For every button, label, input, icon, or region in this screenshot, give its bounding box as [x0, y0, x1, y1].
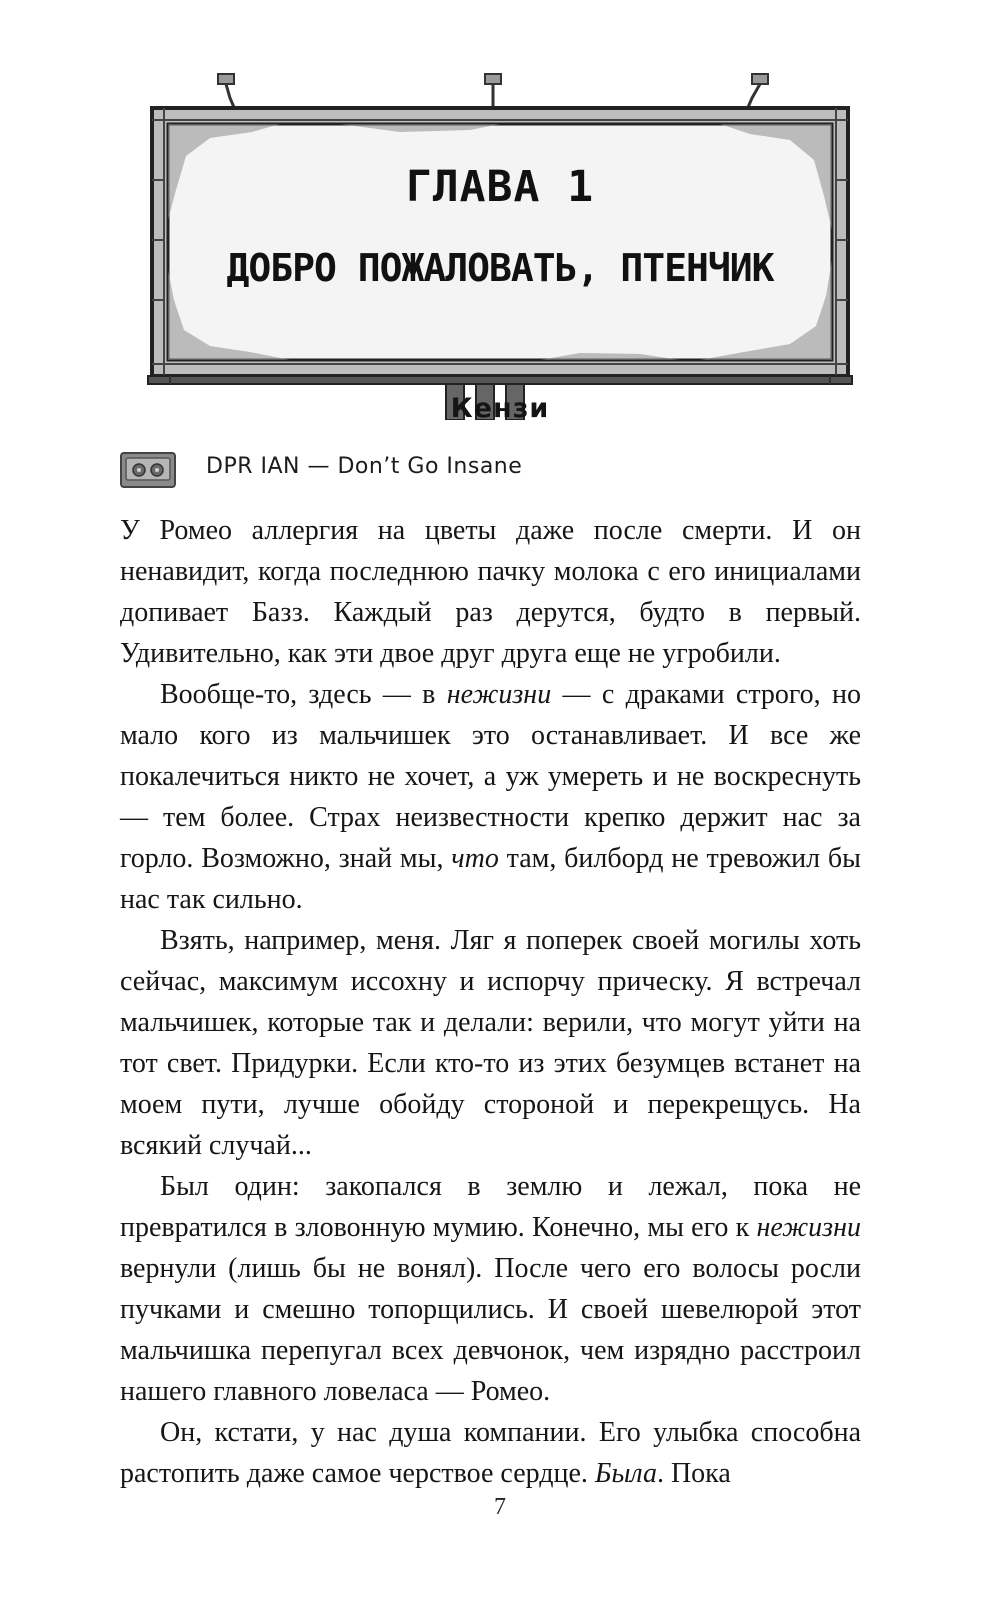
chapter-number: ГЛАВА 1 [405, 162, 595, 212]
text-run: Он, кстати, у нас душа компании. Его улыбка способна растопить даже самое черствое сердце. [120, 1417, 861, 1489]
text-run: Взять, например, меня. Ляг я поперек своей могилы хоть сейчас, максимум иссохну и испорчу прическу. Я встречал мальчишек, которые так и делали: верили, что могут уйти на тот свет. Придурки. Если кто-то из этих безумцев встанет на моем пути, лучше обойду стороной и перекрещусь. На всякий случай... [120, 925, 861, 1161]
italic-text: Была [594, 1458, 657, 1489]
paragraph [120, 920, 861, 1166]
paragraph [120, 674, 861, 920]
paragraph [120, 510, 861, 674]
text-run: Вообще-то, здесь — в [160, 679, 447, 710]
chapter-title: ДОБРО ПОЖАЛОВАТЬ, ПТЕНЧИК [226, 246, 774, 290]
italic-text: что [451, 843, 499, 874]
song-epigraph [120, 450, 880, 490]
text-run: . Пока [656, 1458, 731, 1489]
cassette-icon [120, 452, 176, 488]
text-run: вернули (лишь бы не вонял). После чего его волосы росли пучками и смешно топорщились. И своей шевелюрой этот мальчишка перепугал всех девчонок, чем изрядно расстроил нашего главного ловеласа — Ромео. [120, 1253, 861, 1407]
song-title: DPR IAN — Don’t Go Insane [206, 454, 523, 479]
text-run: У Ромео аллергия на цветы даже после смерти. И он ненавидит, когда последнюю пачку молока с его инициалами допивает Базз. Каждый раз дерутся, будто в первый. Удивительно, как эти двое друг друга еще не угробили. [120, 515, 861, 669]
narrator-name: Кензи [450, 393, 550, 424]
italic-text: нежизни [446, 679, 552, 710]
page-number: 7 [494, 1494, 506, 1520]
text-run: — с драками строго, но мало кого из мальчишек это останавливает. И все же покалечиться никто не хочет, а уж умереть и не воскреснуть — тем более. Страх неизвестности крепко держит нас за горло. Возможно, знай мы, [120, 679, 861, 874]
italic-text: нежизни [756, 1212, 861, 1243]
billboard-icon [140, 60, 860, 420]
text-run: там, билборд не тревожил бы нас так сильно. [120, 843, 861, 915]
paragraph [120, 1412, 861, 1494]
text-run: Был один: закопался в землю и лежал, пока не превратился в зловонную мумию. Конечно, мы его к [120, 1171, 861, 1243]
paragraph [120, 1166, 861, 1412]
chapter-text [120, 510, 861, 1494]
